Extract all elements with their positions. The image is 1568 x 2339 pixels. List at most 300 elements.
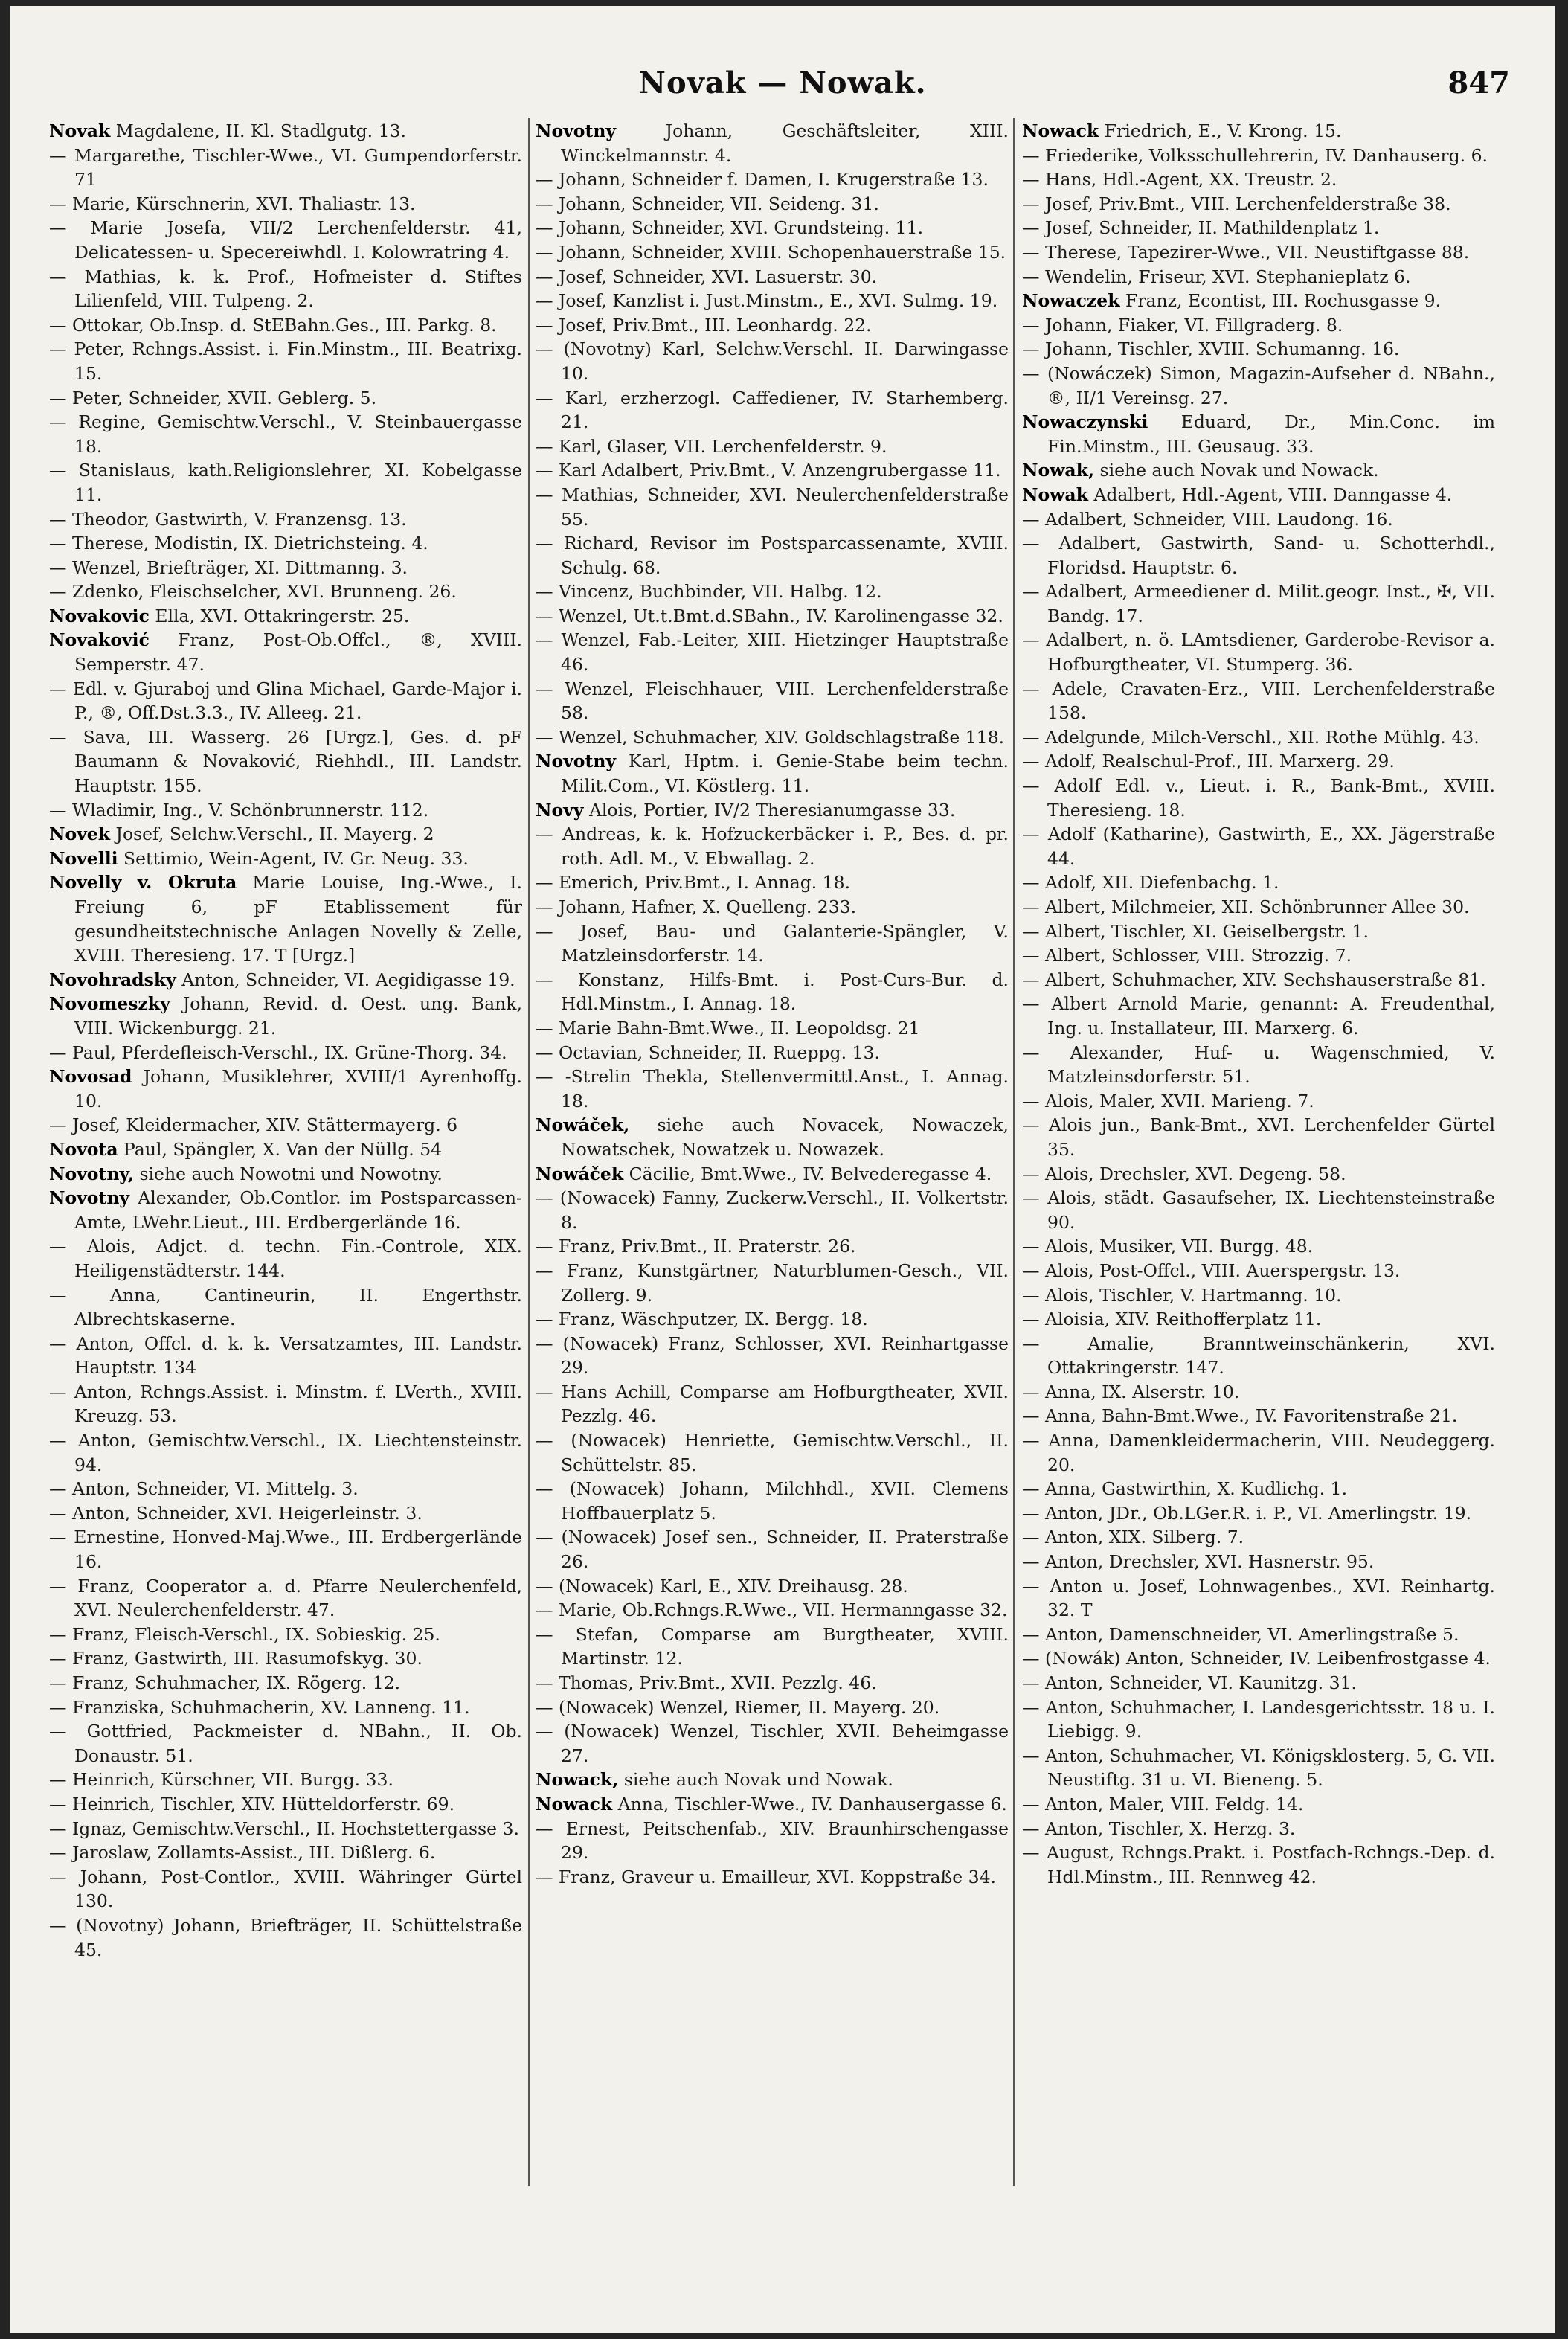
directory-entry: [1022, 531, 1495, 580]
entry-surname: Novek: [49, 824, 111, 845]
directory-entry: [49, 725, 522, 798]
entry-text: — Margarethe, Tischler-Wwe., VI. Gumpendorferstr. 71: [49, 144, 522, 190]
entry-text: — Albert, Schlosser, VIII. Strozzig. 7.: [1022, 945, 1352, 966]
directory-entry: [49, 822, 522, 847]
entry-text: — Heinrich, Kürschner, VII. Burgg. 33.: [49, 1769, 393, 1791]
directory-entry: [49, 604, 522, 629]
directory-entry: [1022, 1671, 1495, 1695]
entry-text: siehe auch Nowotni und Nowotny.: [134, 1163, 443, 1184]
entry-text: — Theodor, Gastwirth, V. Franzensg. 13.: [49, 508, 407, 530]
entry-text: — Mathias, k. k. Prof., Hofmeister d. Stiftes Lilienfeld, VIII. Tulpeng. 2.: [49, 266, 522, 312]
entry-surname: Nowak,: [1022, 460, 1095, 481]
entry-text: Johann, Geschäftsleiter, XIII. Winckelmannstr. 4.: [561, 121, 1009, 166]
column-3: [1022, 119, 1495, 1889]
entry-text: — Johann, Schneider, XVI. Grundsteing. 11.: [536, 217, 924, 239]
entry-text: siehe auch Novak und Nowack.: [1094, 460, 1379, 481]
entry-surname: Novakovic: [49, 605, 150, 626]
directory-entry: [536, 119, 1009, 167]
directory-entry: [1022, 677, 1495, 725]
directory-entry: [536, 604, 1009, 629]
entry-surname: Novomeszky: [49, 993, 170, 1015]
directory-entry: [1022, 943, 1495, 968]
directory-entry: [1022, 1646, 1495, 1671]
directory-entry: [49, 386, 522, 411]
entry-text: — Anton u. Josef, Lohnwagenbes., XVI. Reinhartg. 32. T: [1022, 1575, 1495, 1621]
directory-entry: [49, 1768, 522, 1792]
entry-text: — Edl. v. Gjuraboj und Glina Michael, Garde-Major i. P., ®, Off.Dst.3.3., IV. Alleeg. 21.: [49, 678, 522, 724]
directory-entry: [1022, 192, 1495, 216]
entry-text: — Wenzel, Fleischhauer, VIII. Lerchenfelderstraße 58.: [536, 678, 1009, 724]
directory-entry: [536, 386, 1009, 434]
entry-text: — Anton, Schneider, XVI. Heigerleinstr. 3.: [49, 1502, 422, 1524]
entry-text: — Alexander, Huf- u. Wagenschmied, V. Matzleinsdorferstr. 51.: [1022, 1042, 1495, 1088]
entry-text: Franz, Econtist, III. Rochusgasse 9.: [1119, 290, 1442, 312]
directory-entry: [536, 798, 1009, 823]
directory-entry: [1022, 1283, 1495, 1308]
directory-entry: [1022, 992, 1495, 1040]
directory-entry: [1022, 507, 1495, 532]
directory-entry: [536, 822, 1009, 870]
running-head: Novak — Nowak.: [638, 65, 927, 100]
entry-text: — (Novotny) Johann, Briefträger, II. Schüttelstraße 45.: [49, 1914, 522, 1960]
entry-text: — Albert, Schuhmacher, XIV. Sechshauserstraße 81.: [1022, 969, 1486, 990]
directory-entry: [1022, 628, 1495, 676]
directory-entry: [536, 1695, 1009, 1720]
entry-text: — Anton, Drechsler, XVI. Hasnerstr. 95.: [1022, 1551, 1375, 1573]
entry-text: — Adolf (Katharine), Gastwirth, E., XX. Jägerstraße 44.: [1022, 824, 1495, 869]
entry-text: — Paul, Pferdefleisch-Verschl., IX. Grüne-Thorg. 34.: [49, 1042, 507, 1063]
directory-entry: [49, 1817, 522, 1841]
entry-text: — Vincenz, Buchbinder, VII. Halbg. 12.: [536, 581, 882, 603]
entry-text: siehe auch Novacek, Nowaczek, Nowatschek, Nowatzek u. Nowazek.: [561, 1114, 1009, 1160]
entry-text: — Johann, Post-Contlor., XVIII. Währinger Gürtel 130.: [49, 1866, 522, 1912]
directory-entry: [49, 1501, 522, 1526]
entry-text: — Adalbert, n. ö. LAmtsdiener, Garderobe-Revisor a. Hofburgtheater, VI. Stumperg. 36.: [1022, 629, 1495, 676]
entry-text: — Johann, Schneider f. Damen, I. Krugerstraße 13.: [536, 169, 989, 190]
entry-text: — (Nowáczek) Simon, Magazin-Aufseher d. NBahn., ®, II/1 Vereinsg. 27.: [1022, 362, 1495, 408]
directory-entry: [1022, 1428, 1495, 1477]
entry-text: — Adelgunde, Milch-Verschl., XII. Rothe Mühlg. 43.: [1022, 726, 1479, 748]
entry-text: — Josef, Kleidermacher, XIV. Stättermayerg. 6: [49, 1114, 458, 1136]
directory-entry: [536, 1574, 1009, 1599]
directory-entry: [49, 1162, 522, 1187]
directory-entry: [536, 1477, 1009, 1525]
directory-entry: [49, 556, 522, 580]
directory-entry: [536, 483, 1009, 531]
entry-text: — Johann, Hafner, X. Quelleng. 233.: [536, 896, 857, 917]
directory-entry: [49, 1234, 522, 1283]
entry-text: — Adolf Edl. v., Lieut. i. R., Bank-Bmt., XVIII. Theresieng. 18.: [1022, 775, 1495, 821]
entry-text: — Anna, Bahn-Bmt.Wwe., IV. Favoritenstraße 21.: [1022, 1405, 1458, 1427]
entry-text: Alois, Portier, IV/2 Theresianumgasse 33.: [583, 799, 956, 821]
entry-text: — Hans, Hdl.-Agent, XX. Treustr. 2.: [1022, 169, 1337, 190]
entry-text: — Andreas, k. k. Hofzuckerbäcker i. P., Bes. d. pr. roth. Adl. M., V. Ebwallag. 2.: [536, 824, 1009, 869]
entry-surname: Nowak: [1022, 484, 1088, 505]
directory-entry: [1022, 920, 1495, 944]
directory-entry: [1022, 337, 1495, 362]
directory-entry: [49, 628, 522, 676]
directory-entry: [49, 1283, 522, 1332]
directory-entry: [1022, 1332, 1495, 1380]
directory-entry: [536, 337, 1009, 385]
directory-entry: [536, 1598, 1009, 1623]
entry-text: — Anna, IX. Alserstr. 10.: [1022, 1381, 1240, 1402]
entry-text: — Alois, Post-Offcl., VIII. Auerspergstr. 13.: [1022, 1260, 1401, 1281]
directory-entry: [536, 1259, 1009, 1307]
entry-text: — Amalie, Branntweinschänkerin, XVI. Ottakringerstr. 147.: [1022, 1332, 1495, 1379]
entry-text: — Josef, Priv.Bmt., VIII. Lerchenfelderstraße 38.: [1022, 193, 1451, 214]
entry-text: — Hans Achill, Comparse am Hofburgtheater, XVII. Pezzlg. 46.: [536, 1381, 1009, 1427]
entry-text: — (Nowacek) Fanny, Zuckerw.Verschl., II. Volkertstr. 8.: [536, 1187, 1009, 1233]
directory-entry: [1022, 822, 1495, 870]
directory-entry: [49, 1113, 522, 1138]
directory-entry: [49, 1477, 522, 1501]
directory-entry: [1022, 1550, 1495, 1574]
directory-entry: [536, 749, 1009, 798]
entry-text: — Alois, Adjct. d. techn. Fin.-Controle, XIX. Heiligenstädterstr. 144.: [49, 1236, 522, 1281]
entry-text: — Franziska, Schuhmacherin, XV. Lanneng. 11.: [49, 1696, 470, 1718]
directory-entry: [536, 895, 1009, 920]
entry-text: — Wladimir, Ing., V. Schönbrunnerstr. 112.: [49, 799, 429, 821]
entry-text: — Adalbert, Schneider, VIII. Laudong. 16.: [1022, 508, 1393, 530]
directory-entry: [1022, 774, 1495, 822]
entry-text: — Marie, Ob.Rchngs.R.Wwe., VII. Hermanngasse 32.: [536, 1600, 1008, 1621]
entry-text: — Franz, Wäschputzer, IX. Bergg. 18.: [536, 1309, 868, 1330]
entry-text: — Anton, Damenschneider, VI. Amerlingstraße 5.: [1022, 1623, 1459, 1645]
entry-text: — Wenzel, Ut.t.Bmt.d.SBahn., IV. Karolinengasse 32.: [536, 605, 1003, 626]
directory-entry: [1022, 265, 1495, 289]
directory-entry: [536, 1768, 1009, 1792]
directory-entry: [536, 240, 1009, 265]
directory-entry: [536, 313, 1009, 338]
directory-entry: [49, 1380, 522, 1428]
directory-entry: [536, 580, 1009, 604]
directory-entry: [536, 870, 1009, 895]
entry-text: — Marie, Kürschnerin, XVI. Thaliastr. 13.: [49, 193, 416, 214]
directory-entry: [536, 531, 1009, 580]
directory-entry: [1022, 1623, 1495, 1647]
entry-text: — Anton, Schneider, VI. Mittelg. 3.: [49, 1478, 359, 1500]
page-number: 847: [1447, 65, 1510, 100]
entry-text: — Mathias, Schneider, XVI. Neulerchenfelderstraße 55.: [536, 484, 1009, 530]
directory-entry: [1022, 1744, 1495, 1792]
directory-entry: [536, 1525, 1009, 1573]
entry-text: — Johann, Tischler, XVIII. Schumanng. 16.: [1022, 339, 1400, 360]
directory-entry: [1022, 870, 1495, 895]
entry-text: — Anton, Schuhmacher, VI. Königsklosterg. 5, G. VII. Neustiftg. 31 u. VI. Bieneng. 5.: [1022, 1745, 1495, 1791]
entry-text: — (Nowacek) Josef sen., Schneider, II. Praterstraße 26.: [536, 1527, 1009, 1573]
directory-entry: [536, 1065, 1009, 1113]
entry-text: — Karl, Glaser, VII. Lerchenfelderstr. 9.: [536, 435, 887, 457]
entry-text: — Adolf, XII. Diefenbachg. 1.: [1022, 872, 1279, 893]
directory-entry: [536, 677, 1009, 725]
directory-entry: [536, 1671, 1009, 1695]
directory-entry: [1022, 216, 1495, 240]
directory-entry: [1022, 895, 1495, 920]
entry-surname: Nowack,: [536, 1769, 619, 1791]
directory-entry: [536, 1865, 1009, 1890]
entry-text: — Franz, Gastwirth, III. Rasumofskyg. 30.: [49, 1648, 422, 1669]
entry-text: — Alois, Tischler, V. Hartmanng. 10.: [1022, 1284, 1342, 1306]
entry-text: Ella, XVI. Ottakringerstr. 25.: [149, 605, 410, 626]
directory-entry: [49, 531, 522, 556]
entry-text: — Anton, Gemischtw.Verschl., IX. Liechtensteinstr. 94.: [49, 1430, 522, 1475]
directory-entry: [1022, 1162, 1495, 1187]
entry-text: — Josef, Kanzlist i. Just.Minstm., E., XVI. Sulmg. 19.: [536, 290, 998, 312]
entry-text: — Gottfried, Packmeister d. NBahn., II. Ob. Donaustr. 51.: [49, 1721, 522, 1766]
entry-surname: Novotny,: [49, 1163, 135, 1184]
directory-entry: [536, 725, 1009, 750]
directory-entry: [1022, 410, 1495, 458]
directory-entry: [49, 1695, 522, 1720]
directory-entry: [1022, 1307, 1495, 1332]
directory-entry: [1022, 119, 1495, 144]
directory-entry: [49, 798, 522, 823]
entry-text: — (Nowacek) Karl, E., XIV. Dreihausg. 28.: [536, 1575, 908, 1597]
entry-surname: Novosad: [49, 1066, 132, 1088]
directory-entry: [1022, 1380, 1495, 1405]
entry-text: — (Nowacek) Henriette, Gemischtw.Verschl., II. Schüttelstr. 85.: [536, 1430, 1009, 1475]
entry-surname: Nowáček: [536, 1163, 624, 1184]
directory-entry: [49, 1719, 522, 1768]
directory-entry: [1022, 1259, 1495, 1283]
entry-text: — Albert Arnold Marie, genannt: A. Freudenthal, Ing. u. Installateur, III. Marxerg. 6.: [1022, 993, 1495, 1039]
entry-text: — Therese, Tapezirer-Wwe., VII. Neustiftgasse 88.: [1022, 241, 1470, 263]
entry-surname: Novohradsky: [49, 969, 176, 990]
entry-text: — Josef, Bau- und Galanterie-Spängler, V. Matzleinsdorferstr. 14.: [536, 920, 1009, 966]
directory-entry: [1022, 1186, 1495, 1234]
entry-text: — Alois, Maler, XVII. Marieng. 7.: [1022, 1090, 1314, 1111]
directory-entry: [1022, 1574, 1495, 1623]
entry-surname: Nowáček,: [536, 1114, 630, 1136]
entry-text: — Anton, Maler, VIII. Feldg. 14.: [1022, 1793, 1304, 1815]
entry-text: — Anton, Tischler, X. Herzg. 3.: [1022, 1817, 1296, 1839]
entry-text: — Wendelin, Friseur, XVI. Stephanieplatz 6.: [1022, 266, 1411, 287]
entry-text: Anton, Schneider, VI. Aegidigasse 19.: [176, 969, 515, 990]
entry-text: — Ernestine, Honved-Maj.Wwe., III. Erdbergerlände 16.: [49, 1527, 522, 1573]
entry-text: — Wenzel, Briefträger, XI. Dittmanng. 3.: [49, 556, 408, 578]
directory-entry: [49, 1065, 522, 1113]
directory-entry: [1022, 458, 1495, 483]
directory-entry: [1022, 1113, 1495, 1161]
entry-text: — (Nowacek) Johann, Milchhdl., XVII. Clemens Hoffbauerplatz 5.: [536, 1478, 1009, 1524]
entry-text: — Anna, Damenkleidermacherin, VIII. Neudeggerg. 20.: [1022, 1430, 1495, 1475]
directory-entry: [1022, 1234, 1495, 1259]
directory-entry: [49, 677, 522, 725]
directory-entry: [1022, 1792, 1495, 1817]
directory-entry: [536, 1719, 1009, 1768]
entry-text: Karl, Hptm. i. Genie-Stabe beim techn. Milit.Com., VI. Köstlerg. 11.: [561, 751, 1009, 797]
directory-entry: [1022, 1089, 1495, 1114]
directory-entry: [49, 1041, 522, 1065]
entry-text: — Johann, Schneider, XVIII. Schopenhauerstraße 15.: [536, 241, 1006, 263]
directory-entry: [536, 628, 1009, 676]
directory-entry: [1022, 968, 1495, 992]
entry-text: — Ignaz, Gemischtw.Verschl., II. Hochstettergasse 3.: [49, 1817, 519, 1839]
directory-entry: [1022, 289, 1495, 313]
directory-entry: [536, 1234, 1009, 1259]
directory-entry: [536, 1428, 1009, 1477]
entry-text: — Ottokar, Ob.Insp. d. StEBahn.Ges., III. Parkg. 8.: [49, 314, 497, 336]
directory-entry: [1022, 1525, 1495, 1550]
directory-entry: [1022, 1817, 1495, 1841]
entry-text: — Franz, Graveur u. Emailleur, XVI. Koppstraße 34.: [536, 1866, 996, 1887]
entry-text: — Adalbert, Gastwirth, Sand- u. Schotterhdl., Floridsd. Hauptstr. 6.: [1022, 533, 1495, 578]
entry-text: Anna, Tischler-Wwe., IV. Danhausergasse 6.: [612, 1793, 1007, 1815]
entry-text: — Johann, Fiaker, VI. Fillgraderg. 8.: [1022, 314, 1343, 336]
directory-entry: [49, 1865, 522, 1913]
directory-entry: [1022, 240, 1495, 265]
directory-entry: [536, 458, 1009, 483]
directory-page: [10, 6, 1555, 2333]
directory-entry: [49, 313, 522, 338]
entry-surname: Nowack: [1022, 121, 1099, 141]
entry-text: — Anna, Gastwirthin, X. Kudlichg. 1.: [1022, 1478, 1348, 1500]
entry-text: Johann, Revid. d. Oest. ung. Bank, VIII. Wickenburgg. 21.: [74, 993, 522, 1039]
entry-text: — Anton, XIX. Silberg. 7.: [1022, 1527, 1244, 1548]
directory-entry: [1022, 1041, 1495, 1089]
directory-entry: [49, 337, 522, 385]
directory-entry: [49, 1428, 522, 1477]
entry-text: — Franz, Schuhmacher, IX. Rögerg. 12.: [49, 1672, 401, 1693]
column-divider: [1013, 118, 1015, 2186]
directory-entry: [49, 580, 522, 604]
directory-entry: [536, 289, 1009, 313]
page-header: [10, 65, 1555, 110]
directory-entry: [1022, 1404, 1495, 1428]
entry-text: — Peter, Schneider, XVII. Geblerg. 5.: [49, 387, 377, 408]
directory-entry: [1022, 167, 1495, 192]
directory-entry: [1022, 362, 1495, 410]
column-2: [536, 119, 1009, 1889]
directory-entry: [536, 434, 1009, 459]
directory-entry: [536, 216, 1009, 240]
directory-entry: [49, 1646, 522, 1671]
entry-text: — Alois, städt. Gasaufseher, IX. Liechtensteinstraße 90.: [1022, 1187, 1495, 1233]
directory-entry: [536, 192, 1009, 216]
entry-text: — Johann, Schneider, VII. Seideng. 31.: [536, 193, 879, 214]
entry-surname: Novotny: [49, 1187, 130, 1209]
directory-entry: [49, 458, 522, 507]
directory-entry: [49, 1671, 522, 1695]
directory-entry: [49, 1623, 522, 1647]
entry-text: — Josef, Schneider, XVI. Lasuerstr. 30.: [536, 266, 878, 287]
entry-text: Marie Louise, Ing.-Wwe., I. Freiung 6, pF Etablissement für gesundheitstechnische Anlagen Novelly & Zelle, XVIII. Theresieng. 17. T [Urgz.]: [74, 872, 522, 966]
entry-text: Cäcilie, Bmt.Wwe., IV. Belvederegasse 4.: [623, 1163, 992, 1184]
column-divider: [528, 118, 530, 2186]
entry-text: — Franz, Kunstgärtner, Naturblumen-Gesch., VII. Zollerg. 9.: [536, 1260, 1009, 1306]
directory-entry: [1022, 580, 1495, 628]
directory-entry: [1022, 313, 1495, 338]
entry-text: — Josef, Schneider, II. Mathildenplatz 1.: [1022, 217, 1380, 239]
directory-entry: [49, 1792, 522, 1817]
entry-text: — Franz, Cooperator a. d. Pfarre Neulerchenfeld, XVI. Neulerchenfelderstr. 47.: [49, 1575, 522, 1621]
entry-text: — Anton, JDr., Ob.LGer.R. i. P., VI. Amerlingstr. 19.: [1022, 1502, 1472, 1524]
directory-entry: [49, 847, 522, 871]
entry-text: — Wenzel, Schuhmacher, XIV. Goldschlagstraße 118.: [536, 726, 1005, 748]
entry-surname: Novotny: [536, 121, 617, 141]
entry-text: — Albert, Milchmeier, XII. Schönbrunner Allee 30.: [1022, 896, 1470, 917]
entry-text: — August, Rchngs.Prakt. i. Postfach-Rchngs.-Dep. d. Hdl.Minstm., III. Rennweg 42.: [1022, 1842, 1495, 1887]
directory-entry: [49, 1186, 522, 1234]
entry-text: — Albert, Tischler, XI. Geiselbergstr. 1.: [1022, 920, 1369, 942]
directory-entry: [49, 1525, 522, 1573]
directory-entry: [49, 1332, 522, 1380]
entry-text: — Alois, Drechsler, XVI. Degeng. 58.: [1022, 1163, 1346, 1184]
directory-entry: [536, 1162, 1009, 1187]
directory-entry: [49, 870, 522, 967]
entry-text: Paul, Spängler, X. Van der Nüllg. 54: [118, 1138, 443, 1160]
entry-text: — Richard, Revisor im Postsparcassenamte, XVIII. Schulg. 68.: [536, 533, 1009, 578]
directory-entry: [1022, 1841, 1495, 1889]
directory-entry: [1022, 1695, 1495, 1744]
entry-text: — Marie Josefa, VII/2 Lerchenfelderstr. 41, Delicatessen- u. Specereiwhdl. I. Kolowratring 4.: [49, 217, 522, 263]
entry-text: siehe auch Novak und Nowak.: [618, 1769, 893, 1791]
entry-text: — (Nowacek) Franz, Schlosser, XVI. Reinhartgasse 29.: [536, 1332, 1009, 1379]
directory-entry: [49, 144, 522, 192]
entry-text: — Karl, erzherzogl. Caffediener, IV. Starhemberg. 21.: [536, 387, 1009, 433]
entry-text: — (Nowacek) Wenzel, Tischler, XVII. Beheimgasse 27.: [536, 1721, 1009, 1766]
entry-surname: Nowaczek: [1022, 290, 1120, 312]
entry-surname: Novelly v. Okruta: [49, 872, 237, 893]
entry-text: — Franz, Priv.Bmt., II. Praterstr. 26.: [536, 1236, 856, 1257]
entry-text: Magdalene, II. Kl. Stadlgutg. 13.: [110, 121, 406, 141]
entry-surname: Novak: [49, 121, 111, 141]
directory-entry: [536, 1041, 1009, 1065]
directory-entry: [1022, 1501, 1495, 1526]
directory-entry: [536, 968, 1009, 1016]
entry-text: — Anna, Cantineurin, II. Engerthstr. Albrechtskaserne.: [49, 1284, 522, 1330]
entry-text: — Anton, Rchngs.Assist. i. Minstm. f. LVerth., XVIII. Kreuzg. 53.: [49, 1381, 522, 1427]
entry-text: — Thomas, Priv.Bmt., XVII. Pezzlg. 46.: [536, 1672, 877, 1693]
entry-text: — Sava, III. Wasserg. 26 [Urgz.], Ges. d. pF Baumann & Novaković, Riehhdl., III. Landstr. Hauptstr. 155.: [49, 726, 522, 797]
entry-text: Settimio, Wein-Agent, IV. Gr. Neug. 33.: [118, 847, 469, 869]
directory-entry: [49, 992, 522, 1040]
directory-entry: [1022, 725, 1495, 750]
entry-text: Friedrich, E., V. Krong. 15.: [1099, 121, 1342, 141]
directory-entry: [536, 1186, 1009, 1234]
directory-entry: [536, 1380, 1009, 1428]
entry-text: — Stanislaus, kath.Religionslehrer, XI. Kobelgasse 11.: [49, 460, 522, 505]
directory-entry: [49, 1841, 522, 1865]
directory-entry: [49, 119, 522, 144]
entry-text: — Octavian, Schneider, II. Rueppg. 13.: [536, 1042, 880, 1063]
directory-entry: [49, 1138, 522, 1162]
entry-text: — Karl Adalbert, Priv.Bmt., V. Anzengrubergasse 11.: [536, 460, 1001, 481]
directory-entry: [536, 1623, 1009, 1671]
directory-entry: [536, 1016, 1009, 1041]
entry-text: — Adolf, Realschul-Prof., III. Marxerg. 29.: [1022, 751, 1395, 772]
directory-entry: [49, 192, 522, 216]
entry-text: Franz, Post-Ob.Offcl., ®, XVIII. Semperstr. 47.: [74, 629, 522, 676]
directory-entry: [536, 920, 1009, 968]
entry-text: — Jaroslaw, Zollamts-Assist., III. Dißlerg. 6.: [49, 1842, 436, 1864]
entry-surname: Novelli: [49, 847, 118, 869]
entry-text: — Zdenko, Fleischselcher, XVI. Brunneng. 26.: [49, 581, 457, 603]
directory-entry: [1022, 749, 1495, 774]
entry-text: Johann, Musiklehrer, XVIII/1 Ayrenhoffg. 10.: [74, 1066, 522, 1111]
entry-text: — Peter, Rchngs.Assist. i. Fin.Minstm., III. Beatrixg. 15.: [49, 339, 522, 384]
directory-entry: [536, 1817, 1009, 1865]
entry-text: — (Novotny) Karl, Selchw.Verschl. II. Darwingasse 10.: [536, 339, 1009, 384]
entry-text: — Wenzel, Fab.-Leiter, XIII. Hietzinger Hauptstraße 46.: [536, 629, 1009, 676]
entry-text: Josef, Selchw.Verschl., II. Mayerg. 2: [110, 824, 434, 845]
entry-text: — Ernest, Peitschenfab., XIV. Braunhirschengasse 29.: [536, 1817, 1009, 1864]
entry-text: — Adele, Cravaten-Erz., VIII. Lerchenfelderstraße 158.: [1022, 678, 1495, 724]
entry-text: — -Strelin Thekla, Stellenvermittl.Anst., I. Annag. 18.: [536, 1066, 1009, 1111]
directory-entry: [1022, 483, 1495, 507]
entry-text: — Franz, Fleisch-Verschl., IX. Sobieskig. 25.: [49, 1623, 440, 1645]
